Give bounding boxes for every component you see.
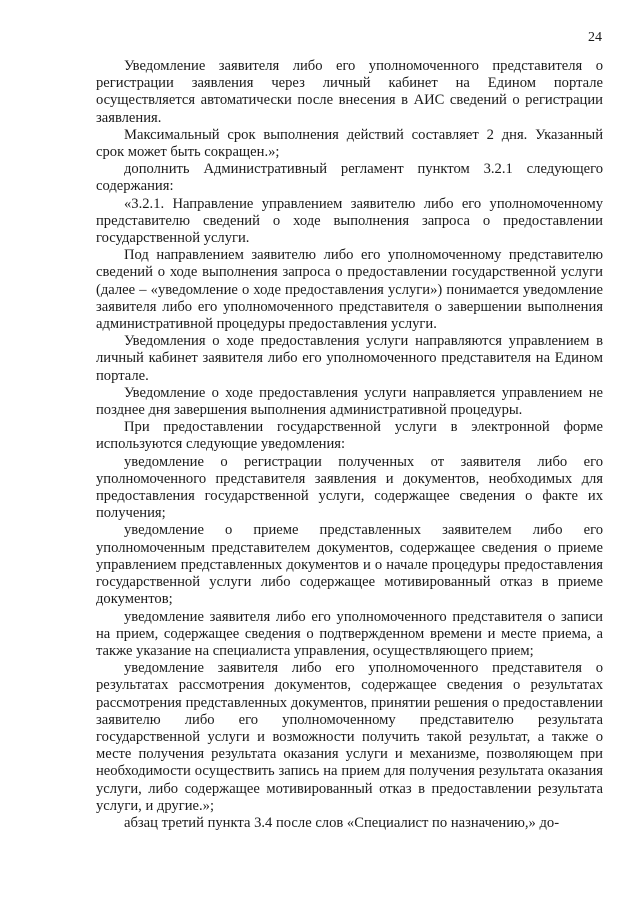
page-number: 24 [588, 30, 602, 45]
paragraph: Максимальный срок выполнения действий составляет 2 дня. Указанный срок может быть сокращен.»; [96, 126, 603, 161]
paragraph: При предоставлении государственной услуги в электронной форме используются следующие уведомления: [96, 419, 603, 453]
paragraph: дополнить Административный регламент пунктом 3.2.1 следующего содержания: [96, 161, 603, 195]
paragraph: Уведомления о ходе предоставления услуги направляются управлением в личный кабинет заявителя либо его уполномоченного представителя на Едином портале. [96, 333, 603, 384]
paragraph: уведомление заявителя либо его уполномоченного представителя о записи на прием, содержащее сведения о подтвержденном времени и месте приема, а также указание на специалиста управления, осуществляющего прием; [96, 608, 603, 659]
paragraph: «3.2.1. Направление управлением заявителю либо его уполномоченному представителю сведений о ходе выполнения запроса о предоставлении государственной услуги. [96, 195, 603, 247]
paragraph: абзац третий пункта 3.4 после слов «Специалист по назначению,» до- [124, 814, 560, 831]
paragraph: уведомление заявителя либо его уполномоченного представителя о результатах рассмотрения документов, содержащее сведения о результатах рассмотрения представленных документов, принятии решения о предоставлении заявителю либо его уполномоченному представителю результата государственной услуги и возможности получить такой результат, а также о месте получения результата оказания услуги и механизме, позволяющем при необходимости осуществить запись на прием для получения результата оказания услуги, либо содержащее мотивированный отказ в предоставлении результата услуги, и другие.»; [96, 660, 603, 814]
paragraph: Уведомление заявителя либо его уполномоченного представителя о регистрации заявления через личный кабинет на Едином портале осуществляется автоматически после внесения в АИС сведений о регистрации заявления. [96, 58, 603, 126]
paragraph: Уведомление о ходе предоставления услуги направляется управлением не позднее дня завершения выполнения административной процедуры. [96, 384, 603, 419]
paragraph: уведомление о регистрации полученных от заявителя либо его уполномоченного представителя заявления и документов, необходимых для предоставления государственной услуги, содержащее сведения о факте их получения; [96, 453, 603, 522]
paragraph: Под направлением заявителю либо его уполномоченному представителю сведений о ходе выполнения запроса о предоставлении государственной услуги (далее – «уведомление о ходе предоставления услуги») понимается уведомление заявителя либо его уполномоченного представителя о завершении выполнения административной процедуры предоставления услуги. [96, 247, 603, 333]
document-body [96, 58, 603, 832]
paragraph: уведомление о приеме представленных заявителем либо его уполномоченным представителем документов, содержащее сведения о приеме управлением представленных документов и о начале процедуры предоставления государственной услуги либо содержащее мотивированный отказ в приеме документов; [96, 522, 603, 608]
